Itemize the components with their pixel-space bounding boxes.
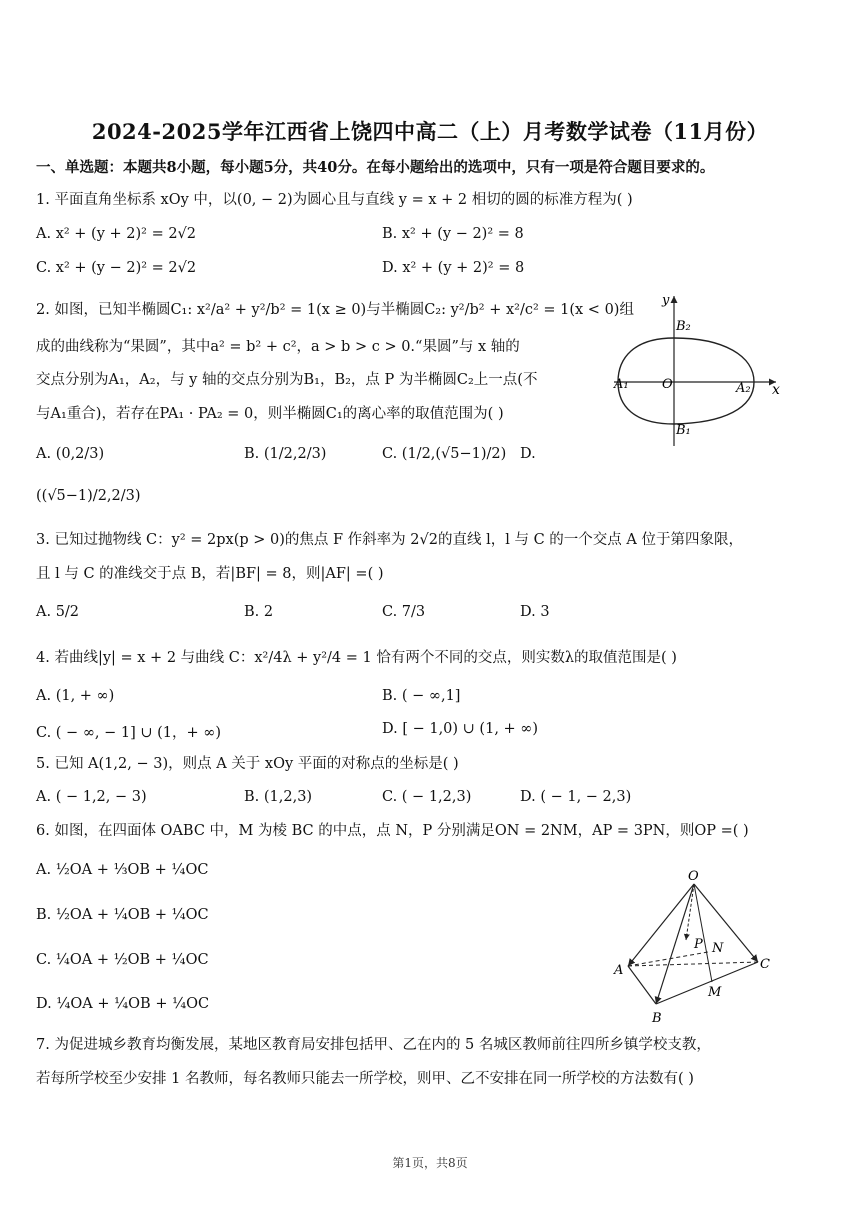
question-2-line-2: 成的曲线称为“果圆”，其中a² = b² + c²，a > b > c > 0.“果圆”与 x 轴的 [36, 339, 520, 355]
origin-label: O [662, 377, 673, 392]
question-3-option-c: C. 7/3 [382, 604, 426, 620]
segment-an [628, 952, 708, 966]
question-6-option-b: B. ½OA + ¼OB + ¼OC [36, 907, 209, 923]
edge-oc [694, 884, 758, 962]
question-7-line-1: 7. 为促进城乡教育均衡发展，某地区教育局安排包括甲、乙在内的 5 名城区教师前往四所乡镇学校支教， [36, 1037, 711, 1053]
question-2-option-b: B. (1/2,2/3) [244, 446, 327, 462]
question-4-stem: 4. 若曲线|y| = x + 2 与曲线 C：x²/4λ + y²/4 = 1 恰有两个不同的交点，则实数λ的取值范围是( ) [36, 650, 677, 666]
question-5-option-d: D. ( − 1, − 2,3) [520, 789, 632, 805]
question-1-option-a: A. x² + (y + 2)² = 2√2 [36, 226, 197, 242]
question-3-option-d: D. 3 [520, 604, 550, 620]
page-title: 2024-2025学年江西省上饶四中高二（上）月考数学试卷（11月份） [91, 119, 769, 144]
question-1-option-b: B. x² + (y − 2)² = 8 [382, 226, 524, 242]
question-6-option-c: C. ¼OA + ½OB + ¼OC [36, 952, 209, 968]
question-5-option-a: A. ( − 1,2, − 3) [36, 789, 147, 805]
question-4-option-c: C. ( − ∞, − 1] ∪ (1，+ ∞) [36, 725, 222, 741]
question-4-option-b: B. ( − ∞,1] [382, 688, 461, 704]
question-2-line-4: 与A₁重合)，若存在PA₁ · PA₂ = 0，则半椭圆C₁的离心率的取值范围为( ) [36, 406, 504, 422]
vertex-b-label: B [652, 1011, 662, 1026]
tetrahedron-figure [608, 862, 788, 1030]
question-4-option-a: A. (1, + ∞) [36, 688, 115, 704]
segment-om [694, 884, 712, 982]
question-6-stem: 6. 如图，在四面体 OABC 中，M 为棱 BC 的中点，点 N，P 分别满足ON = 2NM，AP = 3PN，则OP =( ) [36, 823, 749, 839]
edge-oa [628, 884, 694, 966]
question-1-stem: 1. 平面直角坐标系 xOy 中，以(0, − 2)为圆心且与直线 y = x + 2 相切的圆的标准方程为( ) [36, 192, 633, 208]
question-6-option-d: D. ¼OA + ¼OB + ¼OC [36, 996, 210, 1012]
edge-bc [656, 962, 758, 1004]
question-2-line-3: 交点分别为A₁，A₂，与 y 轴的交点分别为B₁，B₂，点 P 为半椭圆C₂上一点(不 [36, 372, 538, 388]
point-p-label: P [694, 937, 703, 952]
vertex-a-label: A [614, 963, 624, 978]
question-5-stem: 5. 已知 A(1,2, − 3)，则点 A 关于 xOy 平面的对称点的坐标是( ) [36, 756, 459, 772]
question-5-option-b: B. (1,2,3) [244, 789, 313, 805]
point-b2-label: B₂ [676, 319, 691, 334]
point-a1-label: A₁ [614, 377, 629, 392]
question-1-option-c: C. x² + (y − 2)² = 2√2 [36, 260, 197, 276]
page-footer: 第1页，共8页 [392, 1156, 468, 1170]
question-4-option-d: D. [ − 1,0) ∪ (1, + ∞) [382, 721, 539, 737]
edge-ob [656, 884, 694, 1004]
question-2-line-1: 2. 如图，已知半椭圆C₁: x²/a² + y²/b² = 1(x ≥ 0)与半椭圆C₂: y²/b² + x²/c² = 1(x < 0)组 [36, 302, 634, 318]
question-5-option-c: C. ( − 1,2,3) [382, 789, 472, 805]
question-3-option-a: A. 5/2 [36, 604, 80, 620]
question-2-option-d-value: ((√5−1)/2,2/3) [36, 488, 141, 504]
x-axis-label: x [772, 382, 780, 398]
question-1-option-d: D. x² + (y + 2)² = 8 [382, 260, 525, 276]
question-7-line-2: 若每所学校至少安排 1 名教师，每名教师只能去一所学校，则甲、乙不安排在同一所学校的方法数有( ) [36, 1071, 694, 1087]
question-3-line-1: 3. 已知过抛物线 C：y² = 2px(p > 0)的焦点 F 作斜率为 2√2的直线 l，l 与 C 的一个交点 A 位于第四象限， [36, 532, 743, 548]
fruit-ellipse-figure [604, 288, 784, 448]
edge-ac [628, 962, 758, 966]
question-3-option-b: B. 2 [244, 604, 274, 620]
vertex-o-label: O [688, 869, 699, 884]
question-2-option-c: C. (1/2,(√5−1)/2) [382, 446, 507, 462]
vertex-c-label: C [760, 957, 770, 972]
question-3-line-2: 且 l 与 C 的准线交于点 B，若|BF| = 8，则|AF| =( ) [36, 566, 384, 582]
point-m-label: M [708, 985, 722, 1000]
point-b1-label: B₁ [676, 423, 691, 438]
question-2-option-a: A. (0,2/3) [36, 446, 105, 462]
section-heading: 一、单选题：本题共8小题，每小题5分，共40分。在每小题给出的选项中，只有一项是符合题目要求的。 [36, 159, 715, 176]
y-axis-label: y [662, 293, 670, 308]
edge-ab [628, 966, 656, 1004]
point-a2-label: A₂ [736, 381, 751, 396]
question-6-option-a: A. ½OA + ⅓OB + ¼OC [36, 862, 209, 878]
point-n-label: N [712, 941, 724, 956]
question-2-option-d: D. [520, 446, 536, 462]
